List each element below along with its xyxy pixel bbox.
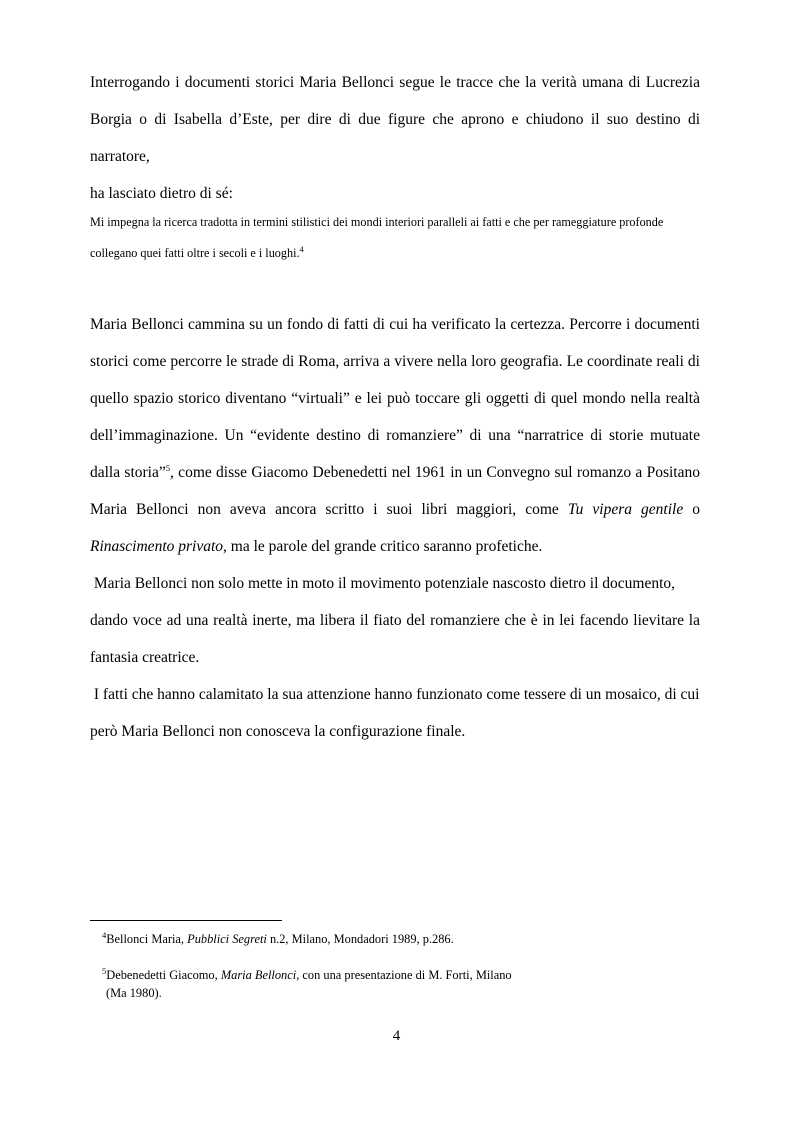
block-quote (90, 207, 702, 269)
body-line-5 (90, 454, 700, 491)
body-paragraph (90, 306, 700, 750)
body-line-10: fantasia creatrice. (90, 649, 200, 666)
body-line-2: storici come percorre le strade di Roma, arriva a vivere nella loro geografia. Le coordinate reali di (90, 353, 700, 370)
footnote-5 (102, 966, 512, 1002)
body-line-11: I fatti che hanno calamitato la sua attenzione hanno funzionato come tessere di un mosaico, di cui (90, 686, 700, 703)
body-line-9: dando voce ad una realtà inerte, ma libera il fiato del romanziere che è in lei facendo lievitare la (90, 612, 700, 629)
book-title-rinascimento-privato: Rinascimento privato (90, 538, 224, 555)
body-line-12: però Maria Bellonci non conosceva la configurazione finale. (90, 723, 466, 740)
footnote-4-number: 4 (102, 929, 107, 940)
body-line-8: Maria Bellonci non solo mette in moto il movimento potenziale nascosto dietro il documento, (90, 575, 676, 592)
footnote-4 (102, 930, 454, 948)
footnote-4-text-b: n.2, Milano, Mondadori 1989, p.286. (266, 932, 454, 946)
body-line-7 (90, 528, 700, 565)
intro-paragraph (90, 64, 700, 212)
intro-line-2: Borgia o di Isabella d’Este, per dire di due figure che aprono e chiudono il suo destino di narratore, (90, 111, 700, 165)
footnote-5-text-b: , con una presentazione di M. Forti, Milano (296, 968, 512, 982)
footnote-4-text-a: Bellonci Maria, (106, 932, 188, 946)
book-title-tu-vipera-gentile: Tu vipera gentile (567, 501, 684, 518)
page-number: 4 (392, 1028, 401, 1044)
body-line-6-start: Maria Bellonci non aveva ancora scritto i suoi libri maggiori, come (90, 501, 568, 518)
quote-line-2-text: collegano quei fatti oltre i secoli e i luoghi. (90, 246, 300, 260)
quote-line-1: Mi impegna la ricerca tradotta in termini stilistici dei mondi interiori paralleli ai fatti e che per rameggiature profonde (90, 215, 664, 229)
footnote-4-title: Pubblici Segreti (187, 932, 267, 946)
quote-line-2 (90, 238, 702, 269)
body-line-7-end: , ma le parole del grande critico saranno profetiche. (223, 538, 543, 555)
intro-line-1: Interrogando i documenti storici Maria Bellonci segue le tracce che la verità umana di Lucrezia (90, 74, 700, 91)
body-line-5-end: , come disse Giacomo Debenedetti nel 1961 in un Convegno sul romanzo a Positano (170, 464, 700, 481)
footnote-separator (90, 920, 282, 921)
footnote-ref-5: 5 (165, 462, 170, 473)
footnote-5-text-a: Debenedetti Giacomo, (106, 968, 221, 982)
intro-line-3: ha lasciato dietro di sé: (90, 185, 233, 202)
body-line-4: dell’immaginazione. Un “evidente destino di romanziere” di una “narratrice di storie mutuate (90, 427, 700, 444)
body-line-6-end: o (683, 501, 701, 518)
footnote-5-text-c: (Ma 1980). (106, 986, 162, 1000)
footnote-5-number: 5 (102, 965, 107, 976)
body-line-5-start: dalla storia” (90, 464, 166, 481)
body-line-1: Maria Bellonci cammina su un fondo di fatti di cui ha verificato la certezza. Percorre i documenti (90, 316, 700, 333)
body-line-6 (90, 491, 700, 528)
body-line-3: quello spazio storico diventano “virtuali” e lei può toccare gli oggetti di quel mondo nella realtà (90, 390, 700, 407)
footnote-5-title: Maria Bellonci (220, 968, 297, 982)
footnote-ref-4: 4 (299, 243, 304, 254)
